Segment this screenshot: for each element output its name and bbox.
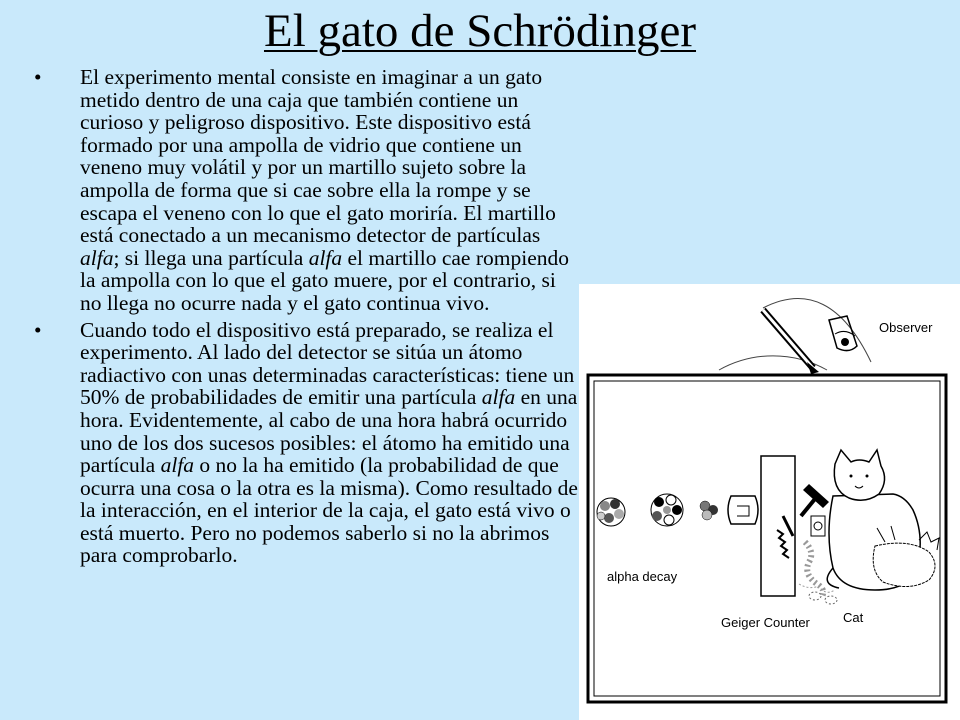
bullet-list	[34, 66, 579, 571]
bullet-text-italic: alfa	[481, 385, 516, 410]
bullet-text: ; si llega una partícula	[113, 245, 309, 270]
geiger-counter-label: Geiger Counter	[721, 615, 810, 630]
page-title: El gato de Schrödinger	[263, 5, 697, 57]
bullet-text: en una hora. Evidentemente, al cabo de una hora habrá ocurrido uno de los dos sucesos posibles: el átomo ha emitido una partícula	[80, 385, 578, 478]
alpha-particle-icon	[700, 501, 718, 520]
cat-label: Cat	[843, 610, 864, 625]
bullet-text-italic: alfa	[80, 245, 114, 270]
schrodinger-cat-diagram	[579, 284, 960, 720]
eye-icon	[829, 316, 857, 351]
bullet-item	[34, 66, 579, 315]
radioactive-atom-icon	[597, 498, 625, 526]
geiger-counter-icon	[761, 456, 795, 596]
observer-label: Observer	[879, 320, 933, 335]
bullet-text: o no la ha emitido (la probabilidad de que ocurra una cosa o la otra es la misma). Como resultado de la interacción, en el interior de la caja, el gato está vivo o está muerto. Pero no podemos saberlo si no la abrimos para comprobarlo.	[80, 453, 578, 568]
alpha-decay-label: alpha decay	[607, 569, 678, 584]
bullet-text: Cuando todo el dispositivo está preparado, se realiza el experimento. Al lado del detector se sitúa un átomo radiactivo con unas determinadas características: tiene un 50% de probabilidades de emitir una partícula	[80, 317, 575, 410]
diagram-drawing	[579, 284, 960, 720]
bullet-text-italic: alfa	[160, 453, 195, 478]
bullet-text: El experimento mental consiste en imaginar a un gato metido dentro de una caja que también contiene un curioso y peligroso dispositivo. Este dispositivo está formado por una ampolla de vidrio que contiene un veneno muy volátil y por un martillo sujeto sobre la ampolla de forma que si cae sobre ella la rompe y se escapa el veneno con lo que el gato moriría. El martillo está conectado a un mecanismo detector de partículas	[80, 65, 556, 248]
bullet-text-italic: alfa	[308, 245, 343, 270]
bullet-item	[34, 319, 579, 568]
bullet-text: el martillo cae rompiendo la ampolla con lo que el gato muere, por el contrario, si no llega no ocurre nada y el gato continua vivo.	[80, 245, 570, 315]
atom-cluster-icon	[651, 494, 683, 526]
poison-flask-icon	[811, 516, 825, 536]
lid-lever	[763, 310, 819, 374]
detector-tube-icon	[728, 496, 758, 524]
